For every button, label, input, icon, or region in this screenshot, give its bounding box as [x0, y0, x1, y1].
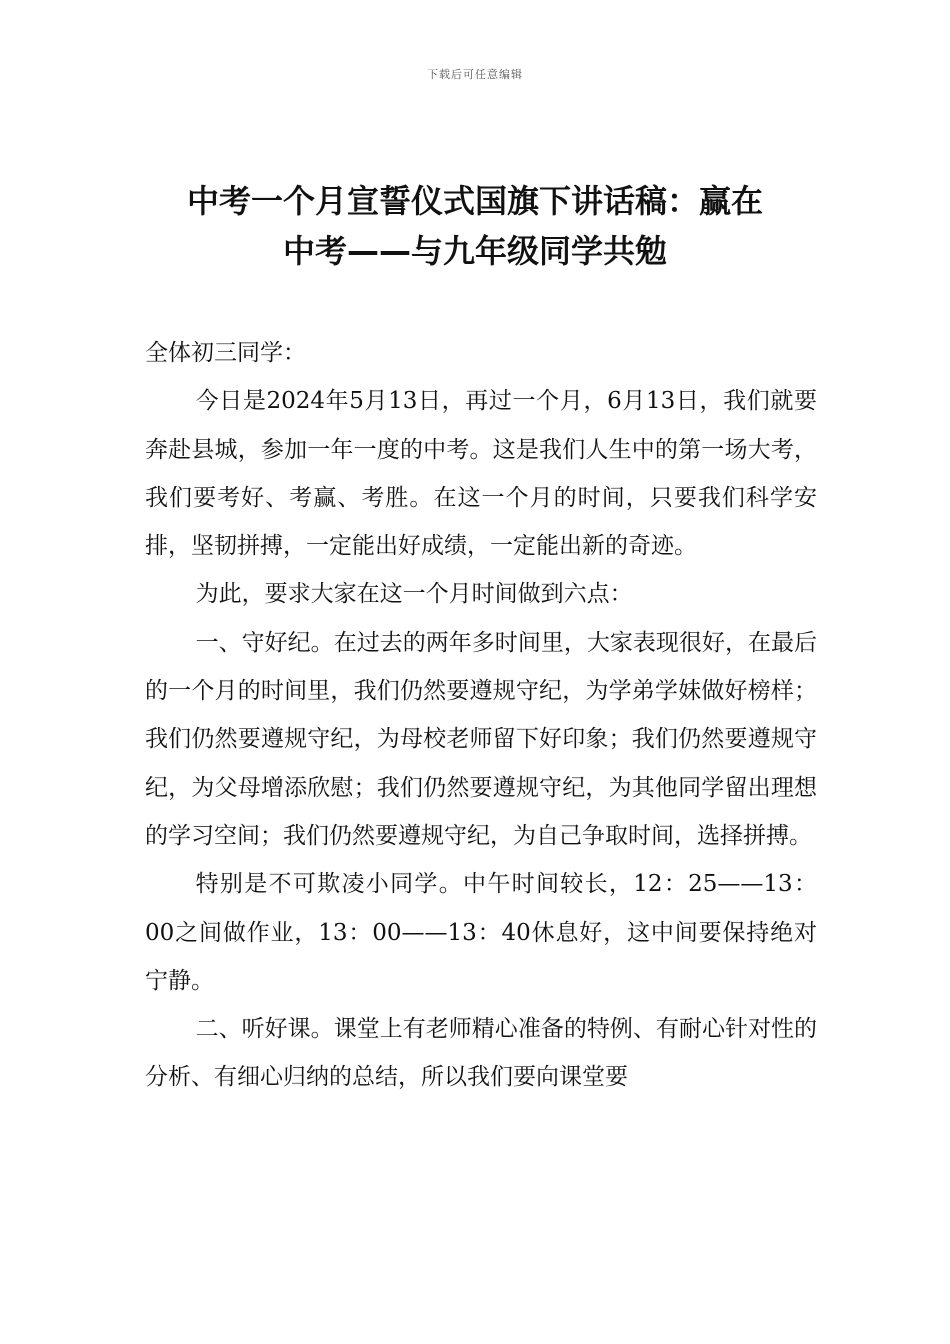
salutation: 全体初三同学：	[145, 340, 306, 366]
paragraph-six-points: 为此，要求大家在这一个月时间做到六点：	[195, 581, 633, 608]
title-line-2: 中考——与九年级同学共勉	[282, 232, 667, 270]
paragraph-no-bullying: 特别是不可欺凌小同学。中午时间较长，12：25——13：00之间做作业，13：00——13：40休息好，这中间要保持绝对宁静。	[145, 871, 817, 994]
paragraph-point-one: 一、守好纪。在过去的两年多时间里，大家表现很好，在最后的一个月的时间里，我们仍然要遵规守纪，为学弟学妹做好榜样；我们仍然要遵规守纪，为母校老师留下好印象；我们仍然要遵规守纪，为父母增添欣慰；我们仍然要遵规守纪，为其他同学留出理想的学习空间；我们仍然要遵规守纪，为自己争取时间，选择拼搏。	[145, 629, 817, 849]
header-note: 下载后可任意编辑	[427, 68, 523, 81]
paragraph-date-intro: 今日是2024年5月13日，再过一个月，6月13日，我们就要奔赴县城，参加一年一度的中考。这是我们人生中的第一场大考，我们要考好、考赢、考胜。在这一个月的时间，只要我们科学安排，坚韧拼搏，一定能出好成绩，一定能出新的奇迹。	[145, 388, 817, 560]
document-body	[145, 329, 817, 1102]
paragraph-point-two: 二、听好课。课堂上有老师精心准备的特例、有耐心针对性的分析、有细心归纳的总结，所以我们要向课堂要	[145, 1016, 817, 1091]
title-line-1: 中考一个月宣誓仪式国旗下讲话稿：赢在	[186, 182, 763, 220]
document-title	[95, 176, 855, 276]
